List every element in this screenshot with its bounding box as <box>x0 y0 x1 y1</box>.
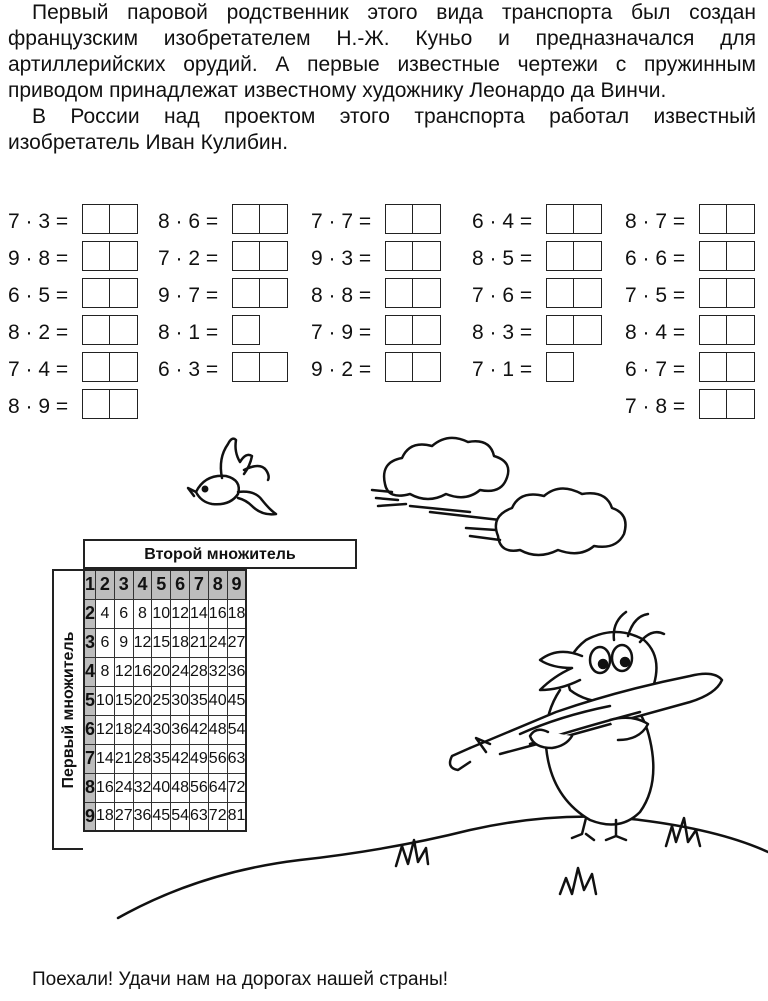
table-row <box>84 773 246 802</box>
exercise-expression: 8 · 2 = <box>8 320 69 344</box>
table-cell: 36 <box>133 802 152 831</box>
table-cell: 36 <box>171 715 190 744</box>
table-cell: 7 <box>84 744 96 773</box>
table-row <box>84 802 246 831</box>
table-cell: 42 <box>190 715 209 744</box>
table-cell: 63 <box>227 744 246 773</box>
table-cell: 7 <box>190 570 209 599</box>
table-cell: 30 <box>171 686 190 715</box>
table-cell: 16 <box>133 657 152 686</box>
table-cell: 24 <box>133 715 152 744</box>
table-cell: 18 <box>227 599 246 628</box>
table-cell: 36 <box>227 657 246 686</box>
table-cell: 18 <box>171 628 190 657</box>
table-cell: 40 <box>152 773 171 802</box>
exercise-expression: 7 · 7 = <box>311 209 372 233</box>
exercise-expression: 6 · 4 = <box>472 209 533 233</box>
table-cell: 27 <box>114 802 133 831</box>
table-cell: 14 <box>96 744 115 773</box>
table-cell: 12 <box>114 657 133 686</box>
table-cell: 24 <box>171 657 190 686</box>
table-row <box>84 657 246 686</box>
cloud-icon <box>466 488 626 555</box>
table-cell: 48 <box>171 773 190 802</box>
table-cell: 16 <box>96 773 115 802</box>
exercise-expression: 7 · 5 = <box>625 283 686 307</box>
exercise-expression: 8 · 4 = <box>625 320 686 344</box>
table-cell: 9 <box>114 628 133 657</box>
table-cell: 15 <box>114 686 133 715</box>
exercise-expression: 8 · 6 = <box>158 209 219 233</box>
table-cell: 14 <box>190 599 209 628</box>
table-cell: 45 <box>227 686 246 715</box>
table-cell: 54 <box>227 715 246 744</box>
table-row <box>84 570 246 599</box>
table-cell: 6 <box>114 599 133 628</box>
exercise-expression: 8 · 5 = <box>472 246 533 270</box>
table-cell: 15 <box>152 628 171 657</box>
exercise-expression: 6 · 7 = <box>625 357 686 381</box>
table-cell: 48 <box>208 715 227 744</box>
table-cell: 21 <box>190 628 209 657</box>
table-cell: 63 <box>190 802 209 831</box>
table-cell: 54 <box>171 802 190 831</box>
exercise-expression: 7 · 8 = <box>625 394 686 418</box>
table-cell: 18 <box>96 802 115 831</box>
table-cell: 35 <box>152 744 171 773</box>
table-cell: 12 <box>171 599 190 628</box>
exercise-expression: 9 · 3 = <box>311 246 372 270</box>
table-cell: 2 <box>84 599 96 628</box>
exercise-expression: 7 · 6 = <box>472 283 533 307</box>
table-cell: 28 <box>190 657 209 686</box>
exercise-expression: 8 · 3 = <box>472 320 533 344</box>
exercise-expression: 8 · 1 = <box>158 320 219 344</box>
table-cell: 56 <box>208 744 227 773</box>
table-cell: 32 <box>133 773 152 802</box>
table-cell: 24 <box>114 773 133 802</box>
table-cell: 8 <box>96 657 115 686</box>
table-row <box>84 715 246 744</box>
second-factor-header: Второй множитель <box>83 539 357 569</box>
table-cell: 12 <box>96 715 115 744</box>
table-cell: 45 <box>152 802 171 831</box>
exercise-expression: 6 · 3 = <box>158 357 219 381</box>
table-cell: 20 <box>152 657 171 686</box>
table-cell: 28 <box>133 744 152 773</box>
exercise-expression: 6 · 6 = <box>625 246 686 270</box>
exercise-expression: 7 · 1 = <box>472 357 533 381</box>
exercise-expression: 7 · 9 = <box>311 320 372 344</box>
exercise-expression: 6 · 5 = <box>8 283 69 307</box>
table-cell: 21 <box>114 744 133 773</box>
footer-text: Поехали! Удачи нам на дорогах нашей страны! <box>32 969 449 990</box>
table-cell: 56 <box>190 773 209 802</box>
table-row <box>84 628 246 657</box>
table-cell: 8 <box>84 773 96 802</box>
table-cell: 9 <box>227 570 246 599</box>
exercise-expression: 8 · 9 = <box>8 394 69 418</box>
exercise-expression: 7 · 3 = <box>8 209 69 233</box>
table-cell: 4 <box>84 657 96 686</box>
first-factor-header <box>52 569 83 850</box>
first-factor-label: Первый множитель <box>59 631 77 788</box>
table-cell: 49 <box>190 744 209 773</box>
exercise-expression: 7 · 4 = <box>8 357 69 381</box>
exercise-expression: 9 · 2 = <box>311 357 372 381</box>
table-cell: 18 <box>114 715 133 744</box>
table-cell: 25 <box>152 686 171 715</box>
table-cell: 64 <box>208 773 227 802</box>
table-cell: 4 <box>133 570 152 599</box>
table-cell: 27 <box>227 628 246 657</box>
table-row <box>84 599 246 628</box>
table-cell: 12 <box>133 628 152 657</box>
table-cell: 35 <box>190 686 209 715</box>
table-cell: 2 <box>96 570 115 599</box>
table-cell: 40 <box>208 686 227 715</box>
table-cell: 1 <box>84 570 96 599</box>
table-cell: 3 <box>84 628 96 657</box>
table-cell: 16 <box>208 599 227 628</box>
table-cell: 10 <box>152 599 171 628</box>
table-row <box>84 686 246 715</box>
exercise-expression: 8 · 7 = <box>625 209 686 233</box>
grass-tuft <box>666 818 700 846</box>
table-cell: 6 <box>171 570 190 599</box>
table-cell: 5 <box>84 686 96 715</box>
table-cell: 42 <box>171 744 190 773</box>
intro-paragraph-2: В России над проектом этого транспорта работал известный изобретатель Иван Кулибин. <box>8 105 756 154</box>
table-cell: 6 <box>84 715 96 744</box>
exercise-expression: 7 · 2 = <box>158 246 219 270</box>
table-row <box>84 744 246 773</box>
table-cell: 8 <box>208 570 227 599</box>
cloud-icon <box>372 438 508 520</box>
exercise-expression: 9 · 7 = <box>158 283 219 307</box>
table-grid <box>83 569 247 832</box>
intro-paragraph-1: Первый паровой родственник этого вида транспорта был создан французским изобретателем Н.-Ж. Куньо и предназначался для артиллерийских орудий. А первые известные чертежи с пружинным приводом принадлежат известному художнику Леонардо да Винчи. <box>8 1 756 102</box>
table-cell: 72 <box>208 802 227 831</box>
table-cell: 4 <box>96 599 115 628</box>
table-cell: 72 <box>227 773 246 802</box>
table-cell: 3 <box>114 570 133 599</box>
table-cell: 8 <box>133 599 152 628</box>
grass-tuft <box>560 868 596 894</box>
table-cell: 81 <box>227 802 246 831</box>
flying-bird-icon <box>188 439 276 515</box>
table-cell: 9 <box>84 802 96 831</box>
table-cell: 6 <box>96 628 115 657</box>
table-cell: 32 <box>208 657 227 686</box>
table-cell: 24 <box>208 628 227 657</box>
table-cell: 20 <box>133 686 152 715</box>
bird-with-umbrella-icon <box>450 612 722 840</box>
exercise-expression: 9 · 8 = <box>8 246 69 270</box>
table-cell: 30 <box>152 715 171 744</box>
table-cell: 10 <box>96 686 115 715</box>
table-cell: 5 <box>152 570 171 599</box>
exercise-expression: 8 · 8 = <box>311 283 372 307</box>
